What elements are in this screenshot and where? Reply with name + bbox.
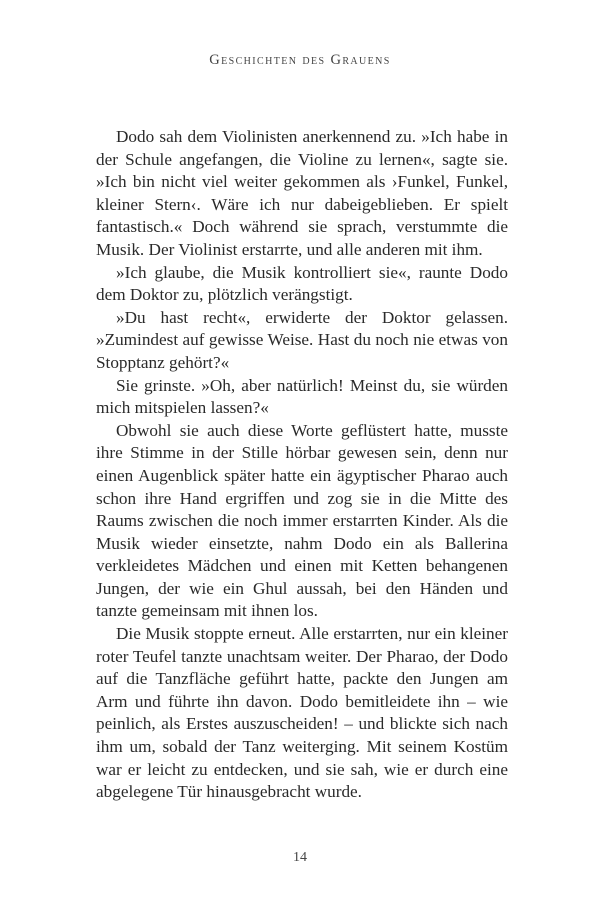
paragraph: »Ich glaube, die Musik kontrolliert sie«, raunte Dodo dem Doktor zu, plötzlich verängstigt. <box>96 262 508 305</box>
paragraph: Sie grinste. »Oh, aber natürlich! Meinst du, sie würden mich mitspielen lassen?« <box>96 375 508 418</box>
paragraph: Die Musik stoppte erneut. Alle erstarrten, nur ein kleiner roter Teufel tanzte unachtsam weiter. Der Pharao, der Dodo auf die Tanzfläche geführt hatte, packte den Jungen am Arm und führte ihn davon. Dodo bemitleidete ihn – wie peinlich, als Erstes auszuscheiden! – und blickte sich nach ihm um, sobald der Tanz weiterging. Mit seinem Kostüm war er leicht zu entdecken, und sie sah, wie er durch eine abgelegene Tür hinausgebracht wurde. <box>96 624 508 802</box>
paragraph: »Du hast recht«, erwiderte der Doktor gelassen. »Zumindest auf gewisse Weise. Hast du noch nie etwas von Stopptanz gehört?« <box>96 307 508 372</box>
paragraph: Dodo sah dem Violinisten anerkennend zu. »Ich habe in der Schule angefangen, die Violine zu lernen«, sagte sie. »Ich bin nicht viel weiter gekommen als ›Funkel, Funkel, kleiner Stern‹. Wäre ich nur dabeigeblieben. Er spielt fantastisch.« Doch während sie sprach, verstummte die Musik. Der Violinist erstarrte, und alle anderen mit ihm. <box>96 127 508 259</box>
paragraph: Obwohl sie auch diese Worte geflüstert hatte, musste ihre Stimme in der Stille hörbar gewesen sein, denn nur einen Augenblick später hatte ein ägyptischer Pharao auch schon ihre Hand ergriffen und zog sie in die Mitte des Raums zwischen die noch immer erstarrten Kinder. Als die Musik wieder einsetzte, nahm Dodo ein als Ballerina verkleidetes Mädchen und einen mit Ketten behangenen Jungen, der wie ein Ghul aussah, bei den Händen und tanzte gemeinsam mit ihnen los. <box>96 420 508 621</box>
running-head: Geschichten des Grauens <box>209 52 391 68</box>
page-number: 14 <box>293 850 307 865</box>
body-text <box>96 126 508 804</box>
